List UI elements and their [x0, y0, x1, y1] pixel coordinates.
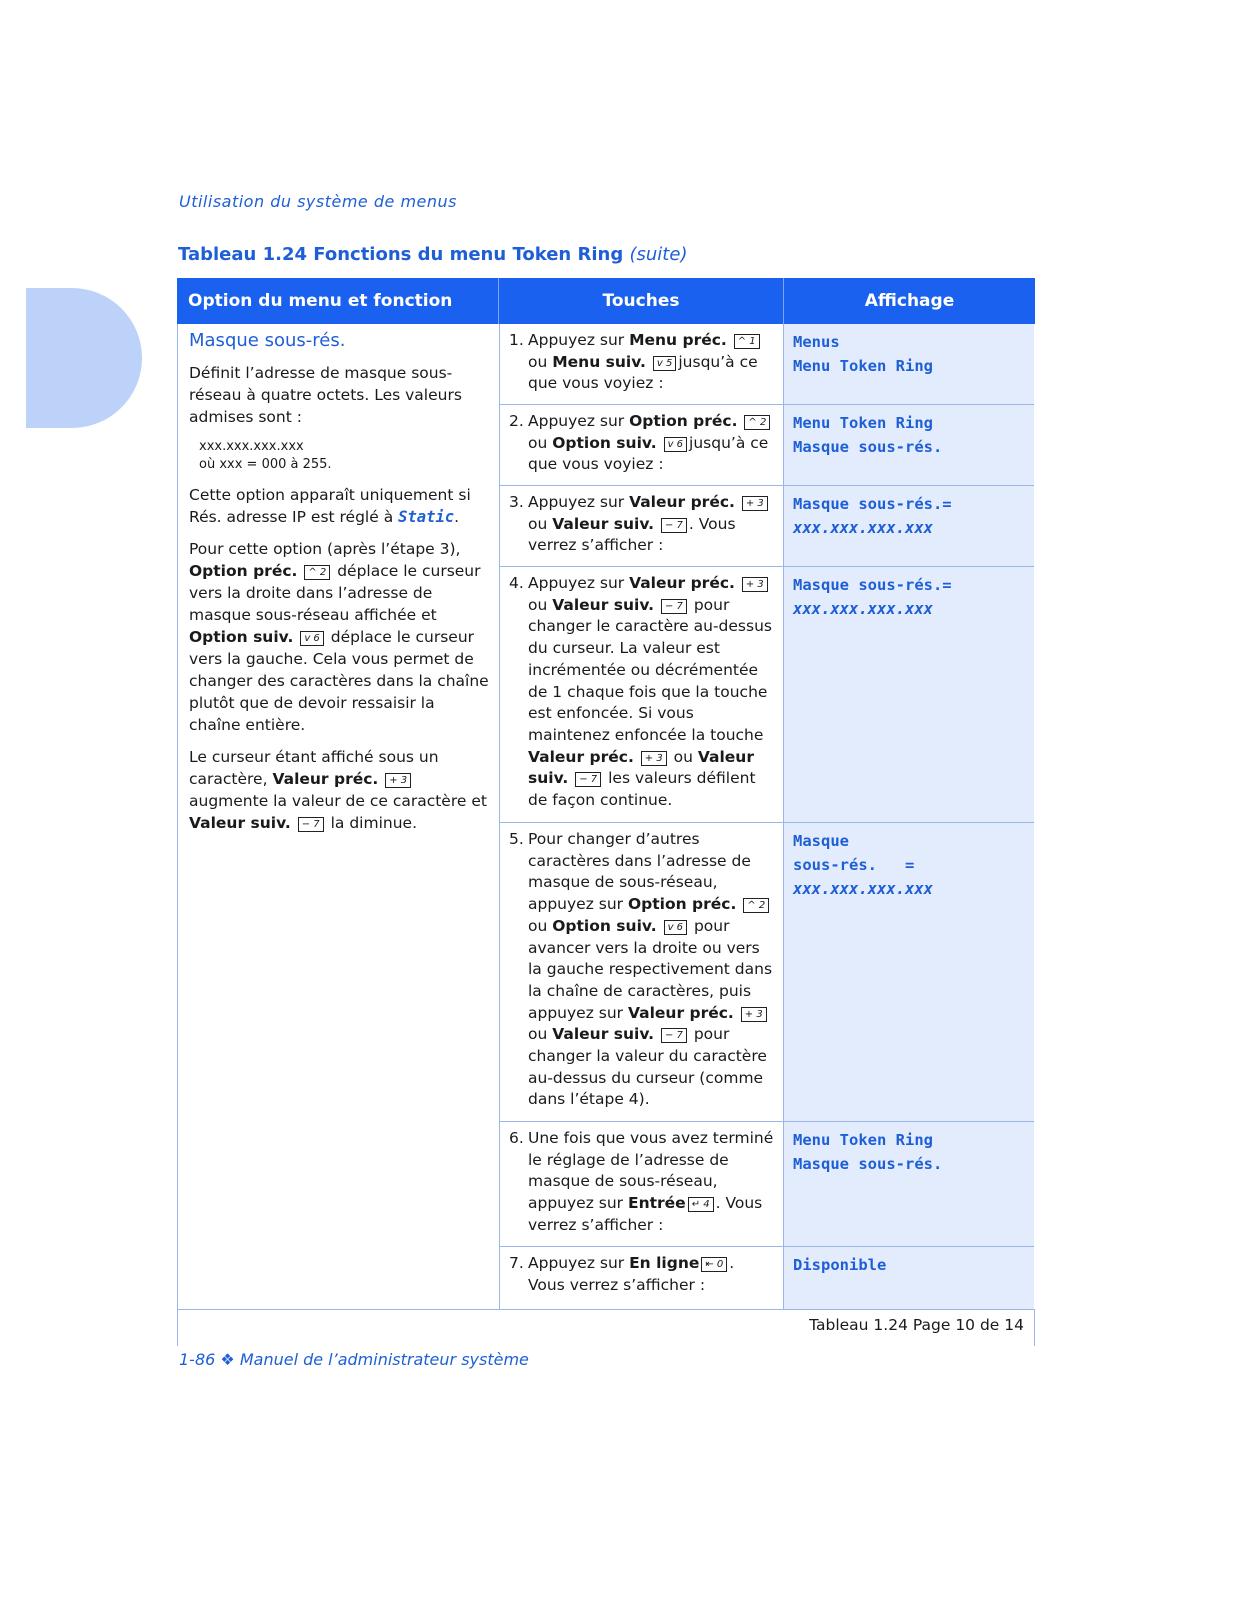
table-title-main: Tableau 1.24 Fonctions du menu Token Ring — [178, 244, 624, 265]
format-text: xxx.xxx.xxx.xxx — [199, 439, 304, 454]
display-line: xxx.xxx.xxx.xxx — [793, 519, 933, 537]
bold-label: Option préc. — [629, 412, 738, 430]
table-header — [177, 278, 1035, 324]
value-format — [199, 438, 489, 474]
text: ou — [528, 514, 553, 533]
condition-text: Cette option apparaît uniquement si Rés. adresse IP est réglé à — [189, 486, 471, 526]
step-number: 7. — [509, 1254, 524, 1272]
bold-label: Valeur suiv. — [552, 595, 655, 614]
text: Une fois que vous avez terminé le réglage de l’adresse de masque de sous-réseau, appuyez sur — [528, 1129, 774, 1213]
text: jusqu’à ce que vous voyiez : — [528, 433, 769, 474]
step-display — [784, 324, 1034, 404]
down-key-icon: v 6 — [664, 437, 687, 452]
text: Appuyez sur — [528, 493, 630, 511]
bold-label: Valeur préc. — [629, 574, 735, 592]
display-line: Menus — [793, 333, 840, 351]
display-line: Menu Token Ring — [793, 357, 933, 375]
bold-label: Menu suiv. — [552, 352, 646, 371]
enter-key-icon: ↵ 4 — [688, 1197, 714, 1212]
display-line: Masque sous-rés.= — [793, 576, 952, 594]
display-line: xxx.xxx.xxx.xxx — [793, 880, 933, 898]
step-number: 5. — [509, 830, 524, 848]
step-display — [784, 486, 1034, 566]
text: pour changer la valeur du caractère au-dessus du curseur (comme dans l’étape 4). — [528, 1025, 767, 1109]
step-display — [784, 1247, 1034, 1309]
step-row — [500, 324, 1034, 405]
text: Le curseur étant affiché sous un caractère, — [189, 748, 439, 788]
text: . Vous verrez s’afficher : — [528, 514, 736, 555]
step-display — [784, 567, 1034, 822]
bold-label: Valeur suiv. — [528, 747, 754, 788]
option-definition: Définit l’adresse de masque sous-réseau à quatre octets. Les valeurs admises sont : — [189, 364, 462, 426]
text: ou — [528, 916, 553, 935]
chapter-tab — [26, 288, 142, 428]
text: la diminue. — [330, 814, 418, 832]
plus-key-icon: + 3 — [741, 1007, 767, 1022]
text: Appuyez sur — [528, 1254, 630, 1272]
online-key-icon: ⇤ 0 — [701, 1257, 727, 1272]
up-key-icon: ^ 2 — [744, 415, 770, 430]
display-line: Masque sous-rés. — [793, 438, 943, 456]
bold-label: Valeur préc. — [528, 747, 634, 766]
step-instruction — [500, 324, 784, 404]
plus-key-icon: + 3 — [742, 577, 768, 592]
table-footer — [177, 1309, 1035, 1346]
text: Appuyez sur — [528, 412, 630, 430]
text: les valeurs défilent de façon continue. — [528, 769, 756, 810]
step-instruction — [500, 405, 784, 485]
text: Appuyez sur — [528, 574, 630, 592]
step-number: 6. — [509, 1129, 524, 1147]
bold-label: Valeur suiv. — [552, 1025, 655, 1044]
step-row — [500, 405, 1034, 486]
step-row — [500, 823, 1034, 1122]
step-row — [500, 567, 1034, 823]
condition-end: . — [454, 508, 460, 526]
running-head: Utilisation du système de menus — [179, 192, 457, 211]
range-text: où xxx = 000 à 255. — [199, 457, 332, 472]
text: augmente la valeur de ce caractère et — [189, 792, 487, 810]
text: ou — [528, 352, 553, 371]
display-line: Masque sous-rés. — [793, 1155, 943, 1173]
down-key-icon: v 5 — [653, 356, 676, 371]
step-row — [500, 1247, 1034, 1310]
bold-label: Option préc. — [627, 895, 737, 914]
step-instruction — [500, 486, 784, 566]
text: déplace le curseur vers la droite dans l’adresse de masque sous-réseau affichée et — [189, 562, 481, 624]
step-instruction — [500, 567, 784, 822]
step-row — [500, 486, 1034, 567]
text: . Vous verrez s’afficher : — [528, 1254, 735, 1294]
option-value-info — [189, 746, 489, 834]
display-line: xxx.xxx.xxx.xxx — [793, 600, 933, 618]
step-number: 4. — [509, 574, 524, 592]
display-line: Masque sous-rés.= — [793, 495, 952, 513]
text: pour avancer vers la droite ou vers la gauche respectivement dans la chaîne de caractères, puis appuyez sur — [528, 916, 773, 1022]
text: Pour changer d’autres caractères dans l’adresse de masque de sous-réseau, appuyez sur — [528, 830, 751, 914]
step-instruction — [500, 1122, 784, 1246]
up-key-icon: ^ 1 — [734, 334, 760, 349]
display-line: sous-rés. = — [793, 856, 915, 874]
down-key-icon: v 6 — [664, 920, 687, 935]
step-number: 3. — [509, 493, 524, 511]
plus-key-icon: + 3 — [385, 773, 411, 788]
display-line: Disponible — [793, 1256, 887, 1274]
text: . Vous verrez s’afficher : — [528, 1194, 763, 1234]
option-description — [178, 324, 500, 1310]
option-cursor-info — [189, 538, 489, 736]
header-keys: Touches — [499, 278, 784, 324]
step-number: 2. — [509, 412, 524, 430]
up-key-icon: ^ 2 — [304, 565, 330, 580]
step-display — [784, 405, 1034, 485]
step-number: 1. — [509, 331, 524, 349]
table-title-suffix: (suite) — [629, 244, 688, 265]
text: Appuyez sur — [528, 331, 630, 349]
text: jusqu’à ce que vous voyiez : — [528, 352, 758, 393]
text: ou — [673, 747, 698, 766]
step-instruction — [500, 1247, 784, 1309]
text: pour changer le caractère au-dessus du curseur. La valeur est incrémentée ou décrémentée de 1 chaque fois que la touche est enfoncée. Si vous maintenez enfoncée la touche — [528, 595, 772, 744]
up-key-icon: ^ 2 — [743, 898, 769, 913]
bold-label: En ligne — [629, 1254, 700, 1272]
display-line: Masque — [793, 832, 849, 850]
text: ou — [528, 433, 553, 452]
text: déplace le curseur vers la gauche. Cela vous permet de changer des caractères dans la chaîne plutôt que de devoir ressaisir la chaîne entière. — [189, 628, 489, 734]
bold-label: Option suiv. — [189, 628, 294, 646]
header-option: Option du menu et fonction — [177, 278, 499, 324]
bold-label: Menu préc. — [629, 331, 727, 349]
bold-label: Valeur préc. — [629, 493, 735, 511]
page-reference: Tableau 1.24 Page 10 de 14 — [809, 1316, 1024, 1334]
text: Pour cette option (après l’étape 3), — [189, 540, 461, 558]
page-folio: 1-86 ❖ Manuel de l’administrateur système — [179, 1350, 529, 1369]
minus-key-icon: − 7 — [661, 599, 687, 614]
display-line: Menu Token Ring — [793, 414, 933, 432]
plus-key-icon: + 3 — [641, 751, 667, 766]
step-instruction — [500, 823, 784, 1121]
minus-key-icon: − 7 — [298, 817, 324, 832]
text: ou — [528, 1025, 553, 1044]
text: ou — [528, 595, 553, 614]
bold-label: Valeur suiv. — [189, 814, 291, 832]
static-keyword: Static — [398, 508, 455, 526]
step-display — [784, 823, 1034, 1121]
header-display: Affichage — [864, 291, 955, 311]
option-title: Masque sous-rés. — [189, 330, 346, 351]
minus-key-icon: − 7 — [661, 1028, 687, 1043]
bold-label: Valeur suiv. — [552, 514, 655, 533]
down-key-icon: v 6 — [300, 631, 323, 646]
minus-key-icon: − 7 — [575, 772, 601, 787]
display-line: Menu Token Ring — [793, 1131, 933, 1149]
table-title — [178, 244, 687, 265]
bold-label: Entrée — [627, 1194, 686, 1213]
step-display — [784, 1122, 1034, 1246]
bold-label: Option suiv. — [552, 916, 657, 935]
option-condition — [189, 484, 489, 528]
step-row — [500, 1122, 1034, 1247]
bold-label: Option suiv. — [552, 433, 657, 452]
function-table — [177, 278, 1035, 1310]
bold-label: Option préc. — [189, 562, 298, 580]
bold-label: Valeur préc. — [272, 770, 379, 788]
plus-key-icon: + 3 — [742, 496, 768, 511]
bold-label: Valeur préc. — [627, 1003, 734, 1022]
minus-key-icon: − 7 — [661, 518, 687, 533]
